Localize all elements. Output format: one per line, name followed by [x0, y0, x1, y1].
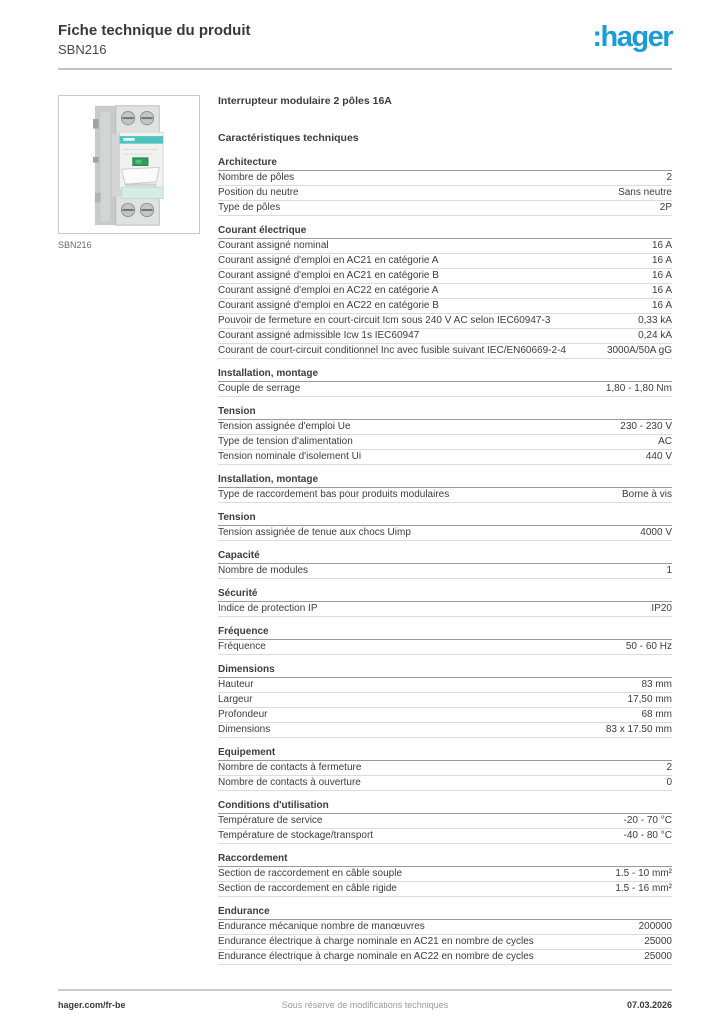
row-label: Nombre de contacts à ouverture — [218, 777, 361, 788]
table-row — [218, 382, 672, 397]
header — [58, 22, 672, 70]
main-content — [58, 95, 672, 974]
row-label: Endurance électrique à charge nominale en AC21 en nombre de cycles — [218, 936, 534, 947]
page-title: Fiche technique du produit — [58, 22, 251, 39]
footer-row — [58, 1000, 672, 1010]
spec-section — [218, 512, 672, 541]
row-value: 1,80 - 1,80 Nm — [605, 383, 672, 394]
section-title: Installation, montage — [218, 368, 672, 382]
spec-section — [218, 626, 672, 655]
section-title: Conditions d'utilisation — [218, 800, 672, 814]
row-value: 16 A — [651, 240, 672, 251]
table-row — [218, 344, 672, 359]
spec-section — [218, 368, 672, 397]
row-value: 50 - 60 Hz — [625, 641, 672, 652]
spec-section — [218, 906, 672, 965]
table-row — [218, 920, 672, 935]
table-row — [218, 693, 672, 708]
row-label: Tension assignée de tenue aux chocs Uimp — [218, 527, 411, 538]
spec-section — [218, 588, 672, 617]
table-row — [218, 814, 672, 829]
row-label: Courant de court-circuit conditionnel Inc avec fusible suivant IEC/EN60669-2-4 — [218, 345, 566, 356]
table-row — [218, 420, 672, 435]
spec-section — [218, 474, 672, 503]
row-value: 83 x 17.50 mm — [605, 724, 672, 735]
row-label: Fréquence — [218, 641, 266, 652]
section-title: Endurance — [218, 906, 672, 920]
table-row — [218, 526, 672, 541]
row-label: Tension assignée d'emploi Ue — [218, 421, 351, 432]
row-label: Largeur — [218, 694, 253, 705]
row-label: Type de tension d'alimentation — [218, 436, 353, 447]
product-image-column — [58, 95, 218, 974]
row-value: 230 - 230 V — [620, 421, 672, 432]
row-value: Sans neutre — [618, 187, 672, 198]
row-label: Section de raccordement en câble souple — [218, 868, 403, 879]
section-title: Architecture — [218, 157, 672, 171]
row-label: Nombre de modules — [218, 565, 309, 576]
row-value: Borne à vis — [621, 489, 672, 500]
table-row — [218, 284, 672, 299]
spec-table — [218, 157, 672, 965]
row-value: 1.5 - 16 mm² — [615, 883, 672, 894]
row-value: 2 — [666, 172, 672, 183]
row-label: Température de stockage/transport — [218, 830, 374, 841]
row-label: Courant assigné nominal — [218, 240, 329, 251]
row-label: Endurance électrique à charge nominale en AC22 en nombre de cycles — [218, 951, 534, 962]
table-row — [218, 950, 672, 965]
section-title: Fréquence — [218, 626, 672, 640]
row-value: 68 mm — [641, 709, 672, 720]
product-image — [58, 95, 200, 234]
table-row — [218, 935, 672, 950]
row-value: IP20 — [651, 603, 672, 614]
spec-section — [218, 225, 672, 359]
row-value: 1 — [666, 565, 672, 576]
table-row — [218, 867, 672, 882]
footer-disclaimer: Sous réserve de modifications techniques — [281, 1000, 449, 1010]
row-value: 2 — [666, 762, 672, 773]
row-label: Courant assigné d'emploi en AC21 en catégorie A — [218, 255, 439, 266]
spec-section — [218, 747, 672, 791]
row-label: Nombre de pôles — [218, 172, 295, 183]
table-row — [218, 201, 672, 216]
table-row — [218, 269, 672, 284]
row-label: Profondeur — [218, 709, 268, 720]
section-title: Equipement — [218, 747, 672, 761]
row-value: 3000A/50A gG — [606, 345, 672, 356]
row-value: 0,24 kA — [638, 330, 672, 341]
section-title: Raccordement — [218, 853, 672, 867]
footer — [58, 989, 672, 1010]
table-row — [218, 329, 672, 344]
product-title: Interrupteur modulaire 2 pôles 16A — [218, 95, 392, 107]
row-value: 0 — [666, 777, 672, 788]
section-title: Installation, montage — [218, 474, 672, 488]
row-label: Couple de serrage — [218, 383, 301, 394]
footer-date: 07.03.2026 — [626, 1000, 672, 1010]
spec-section — [218, 664, 672, 738]
row-label: Tension nominale d'isolement Ui — [218, 451, 362, 462]
row-value: AC — [658, 436, 672, 447]
table-row — [218, 602, 672, 617]
table-row — [218, 564, 672, 579]
row-value: -40 - 80 °C — [623, 830, 672, 841]
table-row — [218, 450, 672, 465]
row-value: 200000 — [638, 921, 672, 932]
row-value: 0,33 kA — [638, 315, 672, 326]
row-label: Nombre de contacts à fermeture — [218, 762, 362, 773]
row-label: Type de raccordement bas pour produits modulaires — [218, 489, 450, 500]
row-value: -20 - 70 °C — [623, 815, 672, 826]
row-value: 25000 — [644, 936, 672, 947]
section-title: Tension — [218, 406, 672, 420]
table-row — [218, 678, 672, 693]
header-divider — [58, 68, 672, 70]
tech-characteristics-heading: Caractéristiques techniques — [218, 132, 359, 144]
row-label: Température de service — [218, 815, 323, 826]
spec-column — [218, 95, 672, 974]
hager-logo: :hager — [592, 21, 672, 53]
row-label: Indice de protection IP — [218, 603, 318, 614]
spec-section — [218, 800, 672, 844]
table-row — [218, 314, 672, 329]
row-label: Type de pôles — [218, 202, 281, 213]
row-value: 16 A — [651, 270, 672, 281]
row-label: Endurance mécanique nombre de manœuvres — [218, 921, 425, 932]
row-value: 25000 — [644, 951, 672, 962]
product-reference: SBN216 — [58, 42, 107, 57]
row-label: Courant assigné d'emploi en AC21 en catégorie B — [218, 270, 439, 281]
spec-section — [218, 853, 672, 897]
row-value: 16 A — [651, 285, 672, 296]
row-value: 440 V — [645, 451, 672, 462]
row-value: 16 A — [651, 300, 672, 311]
table-row — [218, 708, 672, 723]
section-title: Tension — [218, 512, 672, 526]
spec-section — [218, 550, 672, 579]
footer-divider — [58, 989, 672, 991]
footer-website-link[interactable]: hager.com/fr-be — [58, 1000, 126, 1010]
table-row — [218, 882, 672, 897]
table-row — [218, 186, 672, 201]
row-value: 2P — [659, 202, 672, 213]
table-row — [218, 171, 672, 186]
spec-section — [218, 157, 672, 216]
section-title: Sécurité — [218, 588, 672, 602]
product-caption: SBN216 — [58, 240, 92, 250]
spec-section — [218, 406, 672, 465]
table-row — [218, 488, 672, 503]
row-label: Courant assigné d'emploi en AC22 en catégorie B — [218, 300, 439, 311]
table-row — [218, 435, 672, 450]
table-row — [218, 299, 672, 314]
table-row — [218, 761, 672, 776]
table-row — [218, 640, 672, 655]
row-value: 16 A — [651, 255, 672, 266]
row-label: Position du neutre — [218, 187, 299, 198]
table-row — [218, 829, 672, 844]
row-label: Courant assigné admissible Icw 1s IEC60947 — [218, 330, 420, 341]
table-row — [218, 239, 672, 254]
section-title: Courant électrique — [218, 225, 672, 239]
row-label: Dimensions — [218, 724, 271, 735]
row-label: Pouvoir de fermeture en court-circuit Icm sous 240 V AC selon IEC60947-3 — [218, 315, 551, 326]
row-value: 4000 V — [640, 527, 672, 538]
section-title: Dimensions — [218, 664, 672, 678]
row-value: 1.5 - 10 mm² — [615, 868, 672, 879]
modular-switch-illustration — [69, 102, 189, 227]
section-title: Capacité — [218, 550, 672, 564]
table-row — [218, 254, 672, 269]
table-row — [218, 776, 672, 791]
row-label: Section de raccordement en câble rigide — [218, 883, 397, 894]
row-label: Hauteur — [218, 679, 254, 690]
row-value: 83 mm — [641, 679, 672, 690]
table-row — [218, 723, 672, 738]
row-label: Courant assigné d'emploi en AC22 en catégorie A — [218, 285, 439, 296]
row-value: 17,50 mm — [627, 694, 672, 705]
